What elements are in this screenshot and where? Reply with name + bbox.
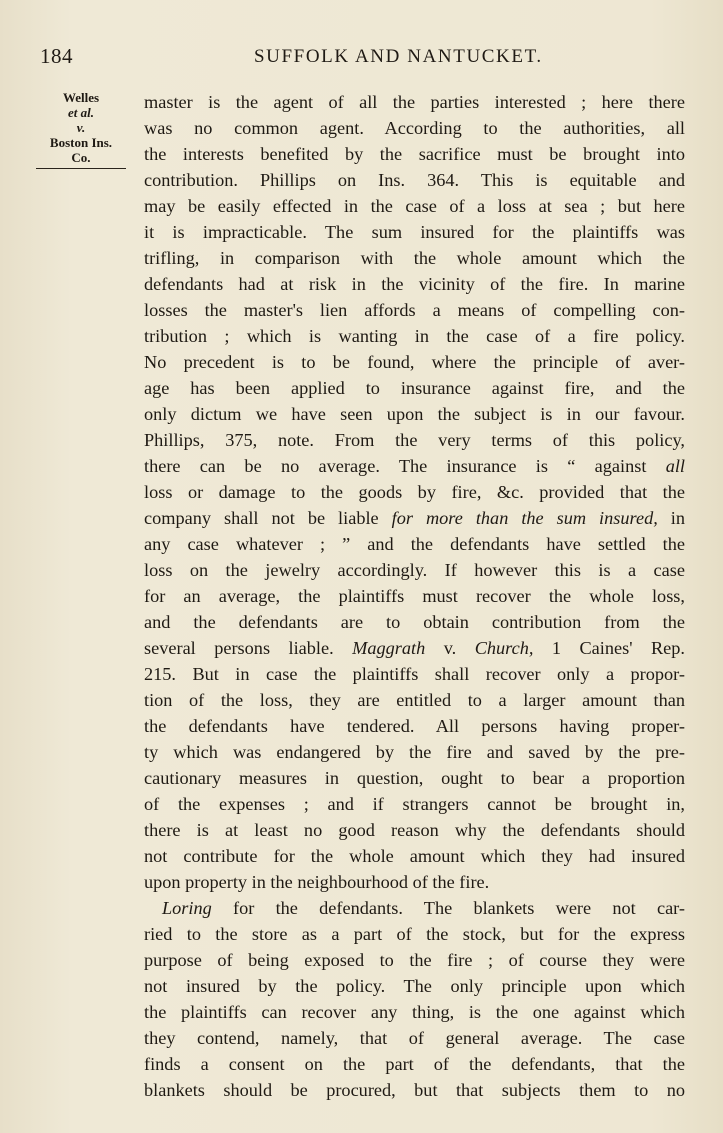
sidenote-plaintiff: Welles (62, 90, 100, 105)
text-line: and the defendants are to obtain contribution from the (144, 612, 685, 632)
counsel-name: Loring (162, 898, 212, 918)
text-line (144, 505, 685, 531)
text-line: defendants had at risk in the vicinity of the fire. In marine (144, 274, 685, 294)
text-line: the interests benefited by the sacrifice must be brought into (144, 144, 685, 164)
text-line: master is the agent of all the parties interested ; here there (144, 92, 685, 112)
case-name-church: Church, (474, 638, 534, 658)
text-line (144, 635, 685, 661)
text-line: any case whatever ; ” and the defendants have settled the (144, 534, 685, 554)
page-number: 184 (40, 44, 73, 68)
text-run: v. (425, 638, 475, 658)
text-line: Phillips, 375, note. From the very terms of this policy, (144, 430, 685, 450)
text-line: cautionary measures in question, ought to bear a proportion (144, 768, 685, 788)
text-line: purpose of being exposed to the fire ; of course they were (144, 950, 685, 970)
text-line: age has been applied to insurance against fire, and the (144, 378, 685, 398)
sidenote-defendant-co: Co. (71, 150, 91, 165)
text-line: contribution. Phillips on Ins. 364. This is equitable and (144, 170, 685, 190)
text-line: 215. But in case the plaintiffs shall recover only a propor- (144, 664, 685, 684)
text-line (144, 895, 685, 921)
sidenote-rule (36, 168, 126, 169)
text-line (144, 453, 685, 479)
emphasis-limit: for more than the sum insured, (391, 508, 658, 528)
text-line: loss on the jewelry accordingly. If however this is a case (144, 560, 685, 580)
text-line: it is impracticable. The sum insured for the plaintiffs was (144, 222, 685, 242)
text-run: company shall not be liable (144, 508, 392, 528)
text-line: blankets should be procured, but that subjects them to no (144, 1080, 685, 1100)
sidenote-versus: v. (76, 120, 86, 135)
text-line: losses the master's lien affords a means of compelling con- (144, 300, 685, 320)
text-line: the plaintiffs can recover any thing, is the one against which (144, 1002, 685, 1022)
text-line: trifling, in comparison with the whole amount which the (144, 248, 685, 268)
running-head: SUFFOLK AND NANTUCKET. (254, 46, 543, 67)
text-run: 1 Caines' Rep. (533, 638, 685, 658)
text-line: ried to the store as a part of the stock, but for the express (144, 924, 685, 944)
case-sidenote (30, 90, 132, 169)
text-line: there is at least no good reason why the defendants should (144, 820, 685, 840)
text-line: loss or damage to the goods by fire, &c. provided that the (144, 482, 685, 502)
text-line: only dictum we have seen upon the subject is in our favour. (144, 404, 685, 424)
text-line: of the expenses ; and if strangers cannot be brought in, (144, 794, 685, 814)
text-line: may be easily effected in the case of a loss at sea ; but here (144, 196, 685, 216)
text-run: in (657, 508, 685, 528)
sidenote-et-al: et al. (68, 105, 94, 120)
body-text (144, 89, 685, 1103)
text-line: not insured by the policy. The only principle upon which (144, 976, 685, 996)
text-line: finds a consent on the part of the defendants, that the (144, 1054, 685, 1074)
text-line: upon property in the neighbourhood of the fire. (144, 872, 490, 892)
sidenote-defendant: Boston Ins. (49, 135, 113, 150)
text-line: ty which was endangered by the fire and saved by the pre- (144, 742, 685, 762)
text-run: there can be no average. The insurance is “ against (144, 456, 666, 476)
text-line: for an average, the plaintiffs must recover the whole loss, (144, 586, 685, 606)
emphasis-all: all (665, 456, 685, 476)
page-header (40, 44, 685, 74)
text-run: for the defendants. The blankets were not car- (211, 898, 685, 918)
text-run: several persons liable. (144, 638, 353, 658)
text-line: tion of the loss, they are entitled to a larger amount than (144, 690, 685, 710)
text-line: they contend, namely, that of general average. The case (144, 1028, 685, 1048)
text-line: not contribute for the whole amount which they had insured (144, 846, 685, 866)
text-line: No precedent is to be found, where the principle of aver- (144, 352, 685, 372)
text-line: the defendants have tendered. All persons having proper- (144, 716, 685, 736)
text-line: tribution ; which is wanting in the case of a fire policy. (144, 326, 685, 346)
case-name-maggrath: Maggrath (352, 638, 426, 658)
text-line: was no common agent. According to the authorities, all (144, 118, 685, 138)
